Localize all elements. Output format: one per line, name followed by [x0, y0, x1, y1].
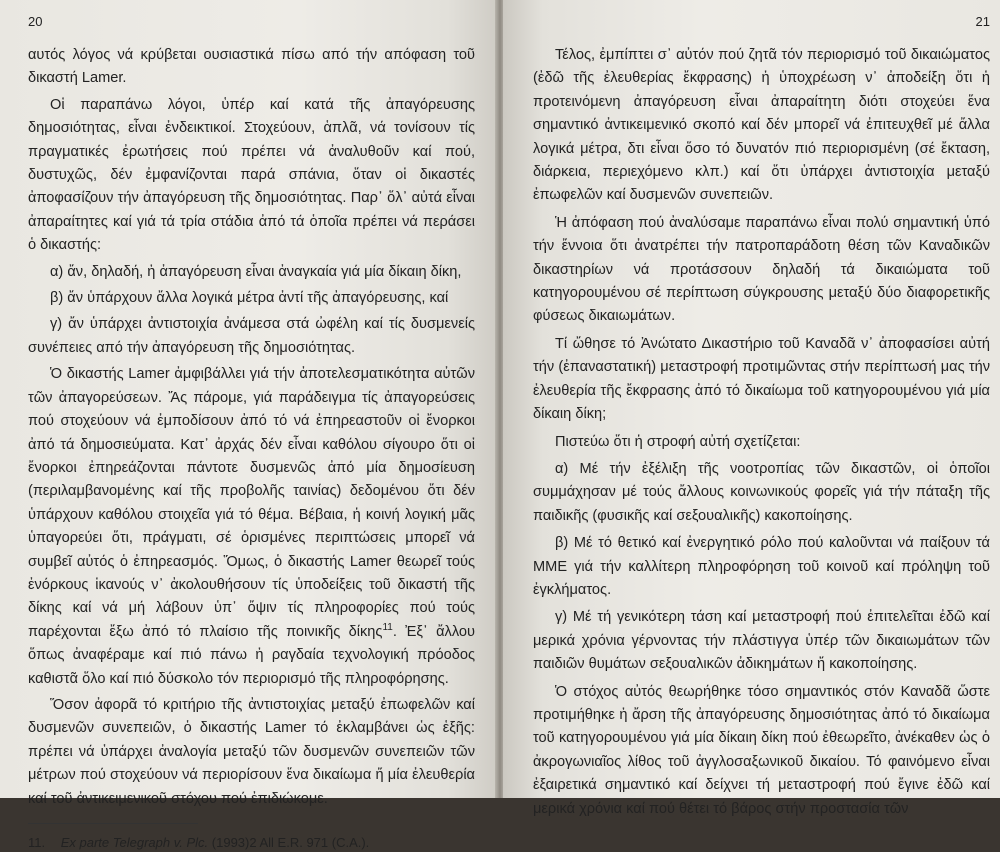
- list-item-a: α) ἄν, δηλαδή, ἡ ἀπαγόρευση εἶναι ἀναγκαία γιά μία δίκαιη δίκη,: [50, 263, 462, 280]
- right-page-text: [533, 44, 990, 821]
- paragraph: Τί ὤθησε τό Ἀνώτατο Δικαστήριο τοῦ Καναδᾶ ν᾽ ἀποφασίσει αὐτή τήν (ἐπαναστατική) μεταστροφή προτιμῶντας στήν περίπτωσή μας τήν ἐλευθερία τῆς ἔκφρασης ἀπό τό δικαίωμα τοῦ κατηγορουμένου γιά μία δίκαιη δίκη;: [533, 335, 990, 423]
- list-item-c: γ) ἄν ὑπάρχει ἀντιστοιχία ἀνάμεσα στά ὠφέλη καί τίς δυσμενείς συνέπειες από τήν ἀπαγόρευση τῆς δημοσιότητας.: [28, 316, 475, 356]
- list-item-b: β) Μέ τό θετικό καί ἐνεργητικό ρόλο πού καλοῦνται νά παίξουν τά ΜΜΕ γιά τήν καλλίτερη πληροφόρηση τοῦ κοινοῦ καί πρόληψη τοῦ ἐγκλήματος.: [533, 535, 990, 598]
- right-page: [503, 0, 1000, 817]
- paragraph: αυτός λόγος νά κρύβεται ουσιαστικά πίσω από τήν απόφαση τοῦ δικαστή Lamer.: [28, 47, 475, 87]
- page-number-right: 21: [975, 14, 990, 29]
- list-item-b: β) ἄν ὑπάρχουν ἄλλα λογικά μέτρα ἀντί τῆς ἀπαγόρευσης, καί: [50, 290, 449, 307]
- paragraph: Ὅσον ἀφορᾶ τό κριτήριο τῆς ἀντιστοιχίας μεταξύ ἐπωφελῶν καί δυσμενῶν συνεπειῶν, ὁ δικαστής Lamer τό ἐκλαμβάνει ὡς ἑξῆς: πρέπει νά ὑπάρχει ἀναλογία μεταξύ τῶν δυσμενῶν συνεπειῶν τῶν μέτρων πού στοχεύουν νά περιορίσουν ἕνα δικαίωμα ἤ μία ἐλευθερία καί τοῦ ἀντικειμενικοῦ στόχου πού ἐπιδιώκομε.: [28, 696, 475, 807]
- page-number-left: 20: [28, 14, 43, 29]
- footnote-case-title: Ex parte Telegraph v. Plc.: [60, 835, 209, 850]
- footnote-reference: 11: [382, 621, 393, 633]
- paragraph: Πιστεύω ὅτι ἡ στροφή αὐτή σχετίζεται:: [555, 433, 801, 450]
- list-item-a: α) Μέ τήν ἐξέλιξη τῆς νοοτροπίας τῶν δικαστῶν, οἱ ὁποῖοι συμμάχησαν μέ τούς ἄλλους κοινωνικούς φορεῖς γιά τήν πάταξη τῆς παιδικῆς (φυσικῆς καί σεξουαλικῆς) κακοποίησης.: [533, 460, 990, 524]
- left-page-text: [28, 44, 475, 811]
- paragraph: Οἱ παραπάνω λόγοι, ὑπέρ καί κατά τῆς ἀπαγόρευσης δημοσιότητας, εἶναι ἐνδεικτικοί. Στοχεύουν, ἁπλᾶ, νά τονίσουν τίς πραγματικές ἐρωτήσεις πού πρέπει νά ἀναλυθοῦν καί πού, δυστυχῶς, δέν ἐμφανίζονται παρά σπάνια, ὅταν οἱ δικαστές ἀποφασίζουν τήν ἀπαγόρευση τῆς δημοσιότητας. Παρ᾽ ὅλ᾽ αὐτά εἶναι ἀπαραίτητες καί γιά τά τρία στάδια ἀπό τά ὁποῖα πρέπει νά περάσει ὁ δικαστής:: [28, 96, 475, 254]
- paragraph-text: Ὁ δικαστής Lamer ἀμφιβάλλει γιά τήν ἀποτελεσματικότητα αὐτῶν τῶν ἀπαγορεύσεων. Ἄς πάρομε, γιά παράδειγμα τίς ἀπαγορεύσεις πού στοχεύουν νά ἐμποδίσουν ἀπό τό νά ἐπηρεαστοῦν οἱ ἔνορκοι ἀπό τά δημοσιεύματα. Κατ᾽ ἀρχάς δέν εἶναι καθόλου σίγουρο ὅτι οἱ ἔνορκοι ἐπηρεάζονται πάντοτε δυσμενῶς ἀπό μία δημοσίευση (περιλαμβανομένης καί τῆς προβολῆς ταινίας) δεδομένου ὅτι δέν ὑπάρχουν καθόλου στοιχεῖα γιά τό θέμα. Βέβαια, ἡ κοινή λογική μᾶς ὑπαγορεύει ὅτι, πράγματι, σέ ὁρισμένες περιπτώσεις μπορεῖ νά συμβεῖ αὐτός ὁ ἐπηρεασμός. Ὅμως, ὁ δικαστής Lamer θεωρεῖ τούς ἐνόρκους ἱκανούς ν᾽ ἀκολουθήσουν τίς ὑποδείξεις τοῦ δικαστή τῆς δίκης καί νά μή λάβουν ὑπ᾽ ὄψιν τίς πληροφορίες πού τούς παρέχονται ἔξω ἀπό τό πλαίσιο τῆς ποινικῆς δίκης: [28, 366, 475, 640]
- footnote-separator: [28, 823, 198, 824]
- footnote-number: 11.: [28, 835, 46, 850]
- footnote: [28, 834, 475, 852]
- paragraph: Ὁ στόχος αὐτός θεωρήθηκε τόσο σημαντικός στόν Καναδᾶ ὥστε προτιμήθηκε ἡ ἄρση τῆς ἀπαγόρευσης δημοσιότητας ἀπό τό δικαίωμα τοῦ κατηγορουμένου γιά μία δίκαιη δίκη πού ἐθεωρεῖτο, ἀνέκαθεν ὡς ὁ ἀκρογωνιαῖος λίθος τοῦ ἀγγλοσαξωνικοῦ δικαίου. Τό φαινόμενο εἶναι ἐξαιρετικά σημαντικό καί δείχνει τή μεταστροφή πού ἔγινε ἐδῶ καί μερικά χρόνια καί πού θέτει τό βάρος στήν προστασία τῶν: [533, 683, 990, 817]
- paragraph: Ἡ ἀπόφαση πού ἀναλύσαμε παραπάνω εἶναι πολύ σημαντική ὑπό τήν ἔννοια ὅτι ἀνατρέπει τήν πατροπαράδοτη θέση τῶν Καναδικῶν δικαστηρίων νά προτάσσουν δηλαδή τά δικαιώματα τοῦ κατηγορουμένου σέ περίπτωση σύγκρουσης μεταξύ δύο διαφορετικῆς φύσεως δικαιωμάτων.: [533, 214, 990, 325]
- paragraph-with-footnote: [28, 363, 475, 691]
- footnote-citation: (1993)2 All E.R. 971 (C.A.).: [211, 835, 370, 850]
- list-item-c: γ) Μέ τή γενικότερη τάση καί μεταστροφή πού ἐπιτελεῖται ἐδῶ καί μερικά χρόνια γέρνοντας τήν πλάστιγγα ὑπέρ τῶν δικαιωμάτων τῶν παιδιῶν θυμάτων σεξουαλικῶν ἀδικημάτων ἤ κακοποίησης.: [533, 609, 990, 673]
- left-page: [0, 0, 497, 850]
- paragraph: Τέλος, ἐμπίπτει σ᾽ αὐτόν πού ζητᾶ τόν περιορισμό τοῦ δικαιώματος (ἐδῶ τῆς ἐλευθερίας ἔκφρασης) ἡ ὑποχρέωση ν᾽ ἀποδείξη ὅτι ἡ προτεινόμενη ἀπαγόρευση εἶναι ἀπαραίτητη διότι στοχεύει ἕνα σημαντικό ἀντικειμενικό σκοπό καί δέν μπορεῖ νά ἐπιτευχθεῖ μέ ἄλλα λογικά μέτρα, δτι εἶναι ὅσο τό δυνατόν πιό περιορισμένη (σέ ἔκταση, διάρκεια, περιεχόμενο κλπ.) καί ὅτι ὑπάρχει ἀντιστοιχία μεταξύ ἐπωφελῶν καί δυσμενῶν συνεπειῶν.: [533, 47, 990, 204]
- paragraph-text-continued: . Ἐξ᾽ ἄλλου ὅπως ἀναφέραμε καί πιό πάνω ἡ ραγδαία τεχνολογική πρόοδος καθιστᾶ ὅλο καί πιό δύσκολο τόν περιορισμό τῆς πληροφόρησης.: [28, 623, 476, 687]
